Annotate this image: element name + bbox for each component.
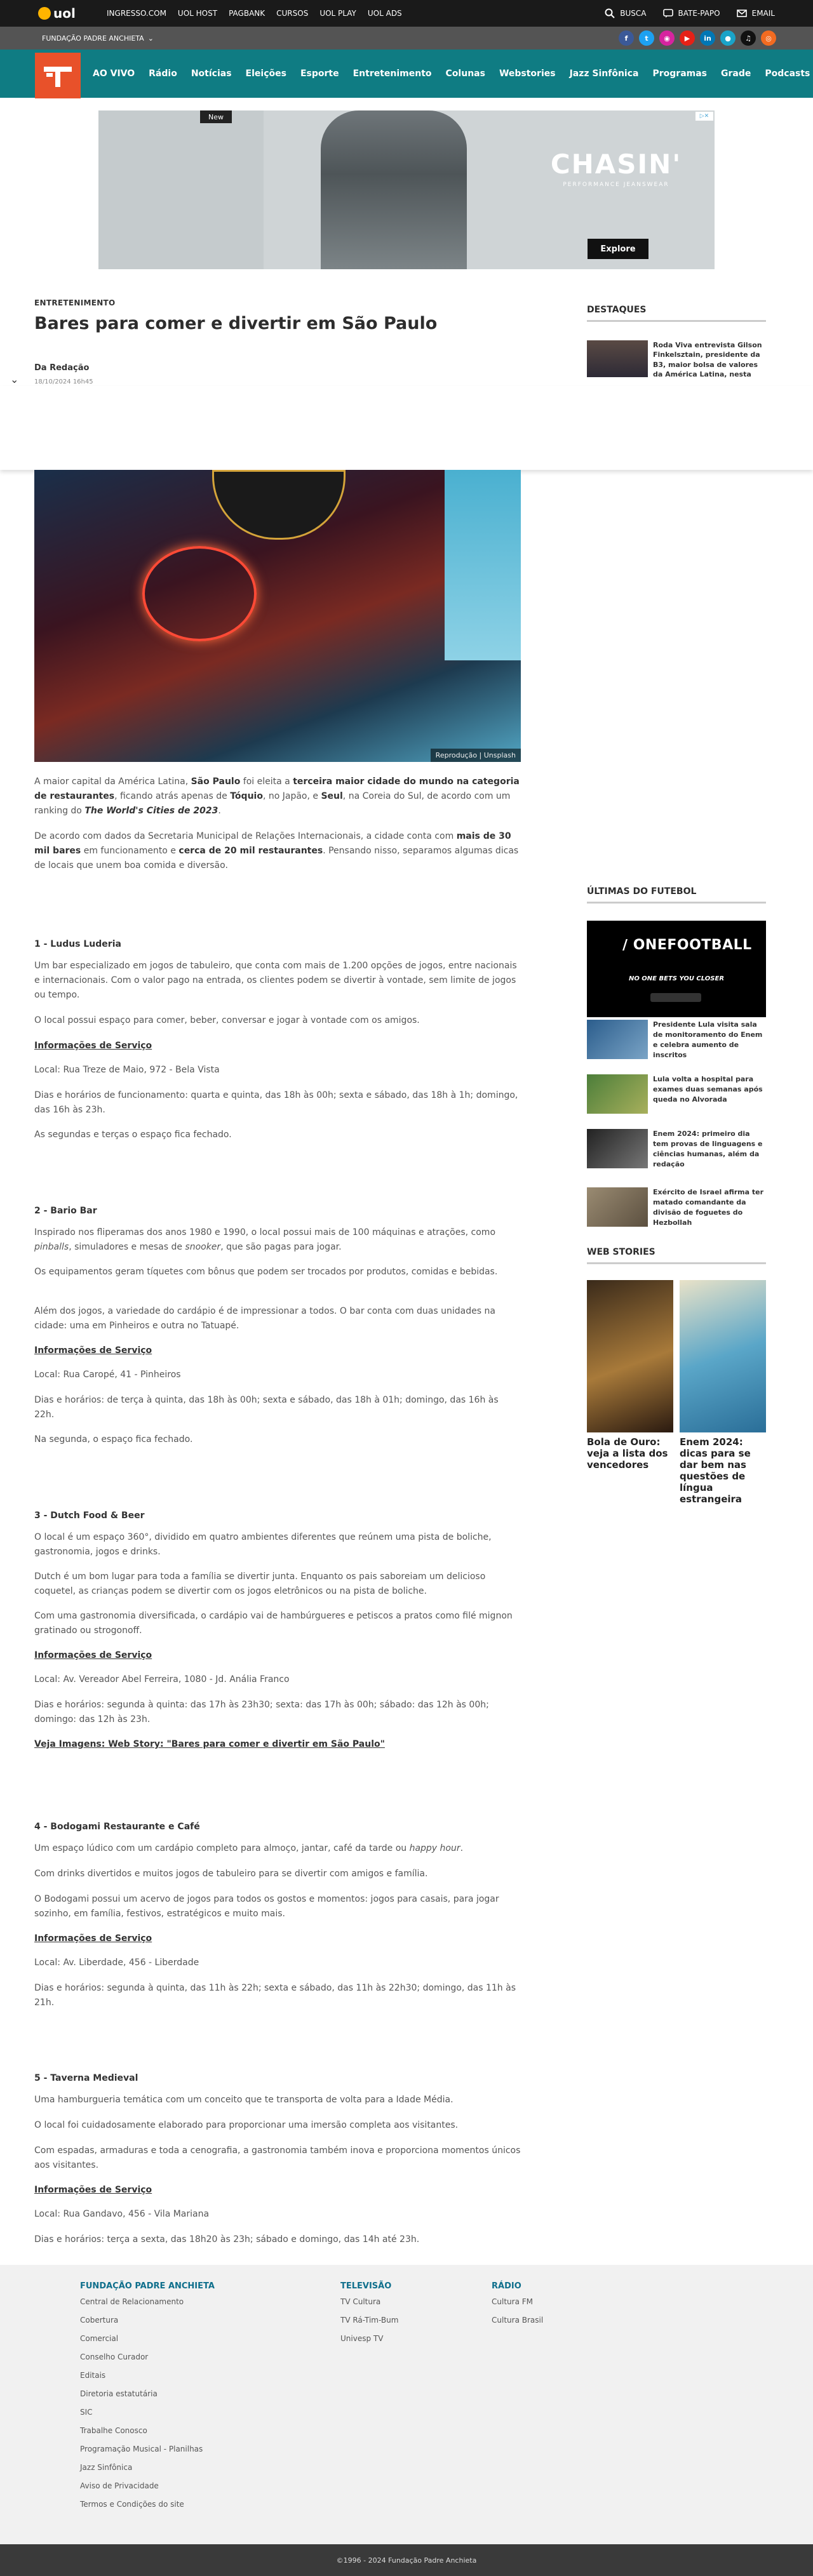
- footer-link[interactable]: Termos e Condições do site: [80, 2500, 184, 2509]
- nav-programas[interactable]: Programas: [652, 69, 708, 79]
- chat-icon: [663, 8, 673, 18]
- ad-left-panel: [98, 110, 264, 269]
- nav-eleicoes[interactable]: Eleições: [245, 69, 286, 79]
- onefootball-widget[interactable]: [587, 921, 766, 1017]
- footer-link[interactable]: Trabalhe Conosco: [80, 2426, 147, 2435]
- nav-entretenimento[interactable]: Entretenimento: [353, 69, 432, 79]
- section-4-p3: O Bodogami possui um acervo de jogos para todos os gostos e momentos: jogos para casais, para jogar sozinho, em família, festivos, estratégicos e muito mais.: [34, 1894, 499, 1919]
- footer-col-title: RÁDIO: [492, 2281, 521, 2291]
- footer-col-title: TELEVISÃO: [340, 2281, 392, 2291]
- webstory-title[interactable]: Enem 2024: dicas para se dar bem nas questões de língua estrangeira: [680, 1436, 751, 1505]
- uol-top-bar: [0, 0, 813, 27]
- news-headline: Lula volta a hospital para exames duas semanas após queda no Alvorada: [653, 1075, 763, 1104]
- onefootball-logo: [622, 937, 752, 953]
- ad-new-badge: New: [200, 110, 232, 123]
- footer-link[interactable]: Univesp TV: [340, 2334, 384, 2343]
- nav-jazz-sinfonica[interactable]: Jazz Sinfônica: [569, 69, 639, 79]
- p1-text: , na Coreia do Sul, de acordo com um ranking do: [34, 791, 511, 817]
- section-5-heading: 5 - Taverna Medieval: [34, 2073, 138, 2083]
- section-3-service-label: Informações de Serviço: [34, 1650, 152, 1660]
- ad-banner[interactable]: [98, 110, 715, 269]
- webstory-title[interactable]: Bola de Ouro: veja a lista dos vencedores: [587, 1436, 668, 1471]
- futebol-heading: ÚLTIMAS DO FUTEBOL: [587, 886, 766, 904]
- section-3-heading: 3 - Dutch Food & Beer: [34, 1511, 145, 1521]
- footer-link[interactable]: Editais: [80, 2371, 106, 2380]
- uol-link-ads[interactable]: UOL ADS: [367, 9, 402, 18]
- facebook-icon[interactable]: f: [619, 30, 634, 46]
- p1-bold-sao-paulo: São Paulo: [191, 777, 241, 787]
- nav-esporte[interactable]: Esporte: [300, 69, 339, 79]
- uol-link-pagbank[interactable]: PAGBANK: [229, 9, 265, 18]
- podcast-icon[interactable]: ◎: [761, 30, 776, 46]
- footer-link[interactable]: Central de Relacionamento: [80, 2297, 184, 2306]
- s4-text: .: [460, 1843, 464, 1853]
- uol-link-cursos[interactable]: CURSOS: [276, 9, 309, 18]
- futebol-news-item[interactable]: [587, 1020, 767, 1060]
- copyright: ©1996 - 2024 Fundação Padre Anchieta: [0, 2544, 813, 2576]
- webstory-image: [587, 1280, 673, 1432]
- s2-text: , simuladores e mesas de: [69, 1242, 185, 1253]
- uol-logo[interactable]: [38, 4, 76, 23]
- nav-grade[interactable]: Grade: [721, 69, 751, 79]
- section-1-note: As segundas e terças o espaço fica fechado.: [34, 1130, 232, 1140]
- p1-text: .: [218, 806, 221, 817]
- footer-link[interactable]: TV Cultura: [340, 2297, 381, 2306]
- p2-text: . Pensando nisso, separamos algumas dicas de locais que unem boa comida e diversão.: [34, 846, 519, 871]
- section-1-local: Local: Rua Treze de Maio, 972 - Bela Vista: [34, 1065, 220, 1075]
- article-hero-image: [34, 470, 521, 762]
- section-2-note: Na segunda, o espaço fica fechado.: [34, 1434, 193, 1445]
- news-thumbnail: [587, 1020, 648, 1059]
- intro-paragraph-2: [34, 829, 521, 873]
- onefootball-tagline: NO ONE BETS YOU CLOSER: [628, 975, 725, 982]
- section-1-p1: Um bar especializado em jogos de tabuleiro, que conta com mais de 1.200 opções de jogos, entre nacionais e internacionais. Com o valor pago na entrada, os clientes podem se divertir à vontade, sem limite de jogos ou tempo.: [34, 961, 517, 1001]
- cultura-logo[interactable]: [35, 53, 81, 98]
- busca-button[interactable]: [605, 8, 646, 18]
- section-2-heading: 2 - Bario Bar: [34, 1206, 97, 1216]
- section-3-local: Local: Av. Vereador Abel Ferreira, 1080 - Jd. Anália Franco: [34, 1674, 290, 1685]
- footer-col-radio: [492, 2281, 543, 2334]
- spotify-icon[interactable]: ●: [720, 30, 736, 46]
- chevron-down-icon: ⌄: [147, 34, 154, 43]
- footer-link[interactable]: Comercial: [80, 2334, 119, 2343]
- news-thumbnail: [587, 1074, 648, 1114]
- chevron-down-icon[interactable]: ⌄: [10, 373, 19, 385]
- bate-papo-button[interactable]: [663, 8, 720, 18]
- s2-italic-pinballs: pinballs: [34, 1242, 69, 1253]
- article-category[interactable]: ENTRETENIMENTO: [34, 298, 116, 307]
- section-3-p1: O local é um espaço 360°, dividido em quatro ambientes diferentes que reúnem uma pista de boliche, gastronomia, jogos e drinks.: [34, 1532, 492, 1558]
- onefootball-logo-text: ONEFOOTBALL: [633, 937, 752, 953]
- section-1-hours: Dias e horários de funcionamento: quarta e quinta, das 18h às 00h; sexta e sábado, das 18h à 1h; domingo, das 16h às 23h.: [34, 1090, 518, 1116]
- footer-link[interactable]: Programação Musical - Planilhas: [80, 2445, 203, 2453]
- webstory-card[interactable]: [680, 1280, 766, 1439]
- p2-bold-bares: mais de 30 mil bares: [34, 831, 511, 857]
- uol-link-play[interactable]: UOL PLAY: [319, 9, 356, 18]
- image-caption: Reprodução | Unsplash: [431, 749, 521, 762]
- footer-link[interactable]: Cultura FM: [492, 2297, 533, 2306]
- section-2-p1: [34, 1225, 521, 1255]
- linkedin-icon[interactable]: in: [700, 30, 715, 46]
- article-author: Da Redação: [34, 363, 90, 373]
- news-headline: Presidente Lula visita sala de monitoramento do Enem e celebra aumento de inscritos: [653, 1020, 763, 1059]
- tiktok-icon[interactable]: ♫: [741, 30, 756, 46]
- twitter-icon[interactable]: t: [639, 30, 654, 46]
- footer: [0, 2265, 813, 2544]
- news-thumbnail: [587, 1187, 648, 1227]
- p2-text: em funcionamento e: [81, 846, 179, 857]
- section-3-p3: Com uma gastronomia diversificada, o cardápio vai de hambúrgueres e petiscos a pratos como filé mignon gratinado ou strogonoff.: [34, 1611, 513, 1636]
- email-button[interactable]: [737, 8, 775, 18]
- section-4-service-label: Informações de Serviço: [34, 1933, 152, 1944]
- ad-close-icon[interactable]: ▷✕: [695, 112, 713, 121]
- p1-bold-ranking: terceira maior cidade do mundo na categoria de restaurantes: [34, 777, 520, 802]
- section-5-local: Local: Rua Gandavo, 456 - Vila Mariana: [34, 2209, 210, 2219]
- section-5-p1: Uma hamburgueria temática com um conceito que te transporta de volta para a Idade Média.: [34, 2095, 454, 2105]
- nav-radio[interactable]: Rádio: [149, 69, 177, 79]
- onefootball-mark-icon: ∕: [622, 937, 628, 953]
- footer-link[interactable]: Aviso de Privacidade: [80, 2481, 159, 2490]
- ad-explore-button[interactable]: Explore: [588, 239, 648, 259]
- section-1-p2: O local possui espaço para comer, beber, conversar e jogar à vontade com os amigos.: [34, 1015, 420, 1025]
- uol-right-actions: [605, 0, 775, 27]
- section-2-p3: Além dos jogos, a variedade do cardápio é de impressionar a todos. O bar conta com duas unidades na cidade: uma em Pinheiros e outra no Tatuapé.: [34, 1306, 495, 1331]
- email-label: EMAIL: [751, 9, 775, 18]
- s4-italic-happy-hour: happy hour: [409, 1843, 460, 1853]
- webstory-card[interactable]: [587, 1280, 673, 1439]
- p1-text: , no Japão, e: [262, 791, 321, 802]
- ad-subtitle: PERFORMANCE JEANSWEAR: [563, 182, 669, 188]
- p1-bold-toquio: Tóquio: [230, 791, 263, 802]
- p1-text: foi eleita a: [240, 777, 293, 787]
- ad-brand: CHASIN': [550, 149, 682, 180]
- section-3-hours: Dias e horários: segunda à quinta: das 17h às 23h30; sexta: das 17h às 00h; sábado: das 12h às 00h; domingo: das 12h às 23h.: [34, 1700, 489, 1725]
- news-headline: Exército de Israel afirma ter matado comandante da divisão de foguetes do Hezbollah: [653, 1188, 764, 1227]
- mail-icon: [737, 8, 747, 18]
- nav-noticias[interactable]: Notícias: [191, 69, 232, 79]
- fpa-dropdown[interactable]: [42, 27, 154, 50]
- p1-text: A maior capital da América Latina,: [34, 777, 191, 787]
- nav-webstories[interactable]: Webstories: [499, 69, 556, 79]
- app-store-badges[interactable]: [650, 993, 701, 1002]
- destaques-heading: DESTAQUES: [587, 305, 766, 322]
- s2-text: Inspirado nos fliperamas dos anos 1980 e 1990, o local possui mais de 100 máquinas e atrações, como: [34, 1227, 496, 1238]
- section-4-p2: Com drinks divertidos e muitos jogos de tabuleiro para se divertir com amigos e família.: [34, 1869, 428, 1879]
- ad-model-image: [321, 110, 467, 269]
- hero-sky: [445, 470, 521, 660]
- section-4-p1: [34, 1841, 521, 1856]
- section-4-hours: Dias e horários: segunda à quinta, das 11h às 22h; sexta e sábado, das 11h às 22h30; domingo, das 11h às 21h.: [34, 1983, 516, 2008]
- section-1-heading: 1 - Ludus Luderia: [34, 939, 121, 949]
- uol-logo-text: uol: [53, 6, 76, 21]
- bate-papo-label: BATE-PAPO: [678, 9, 720, 18]
- footer-link[interactable]: TV Rá-Tim-Bum: [340, 2316, 399, 2325]
- nav-items: [93, 50, 810, 98]
- footer-link[interactable]: Jazz Sinfônica: [80, 2463, 133, 2472]
- search-icon: [605, 8, 615, 18]
- p1-bold-seul: Seul: [321, 791, 343, 802]
- section-5-p3: Com espadas, armaduras e toda a cenografia, a gastronomia também inova e proporciona momentos únicos aos visitantes.: [34, 2146, 521, 2171]
- nav-podcasts[interactable]: Podcasts: [765, 69, 810, 79]
- section-2-p2: Os equipamentos geram tíquetes com bônus que podem ser trocados por produtos, comidas e bebidas.: [34, 1267, 498, 1277]
- futebol-news-item[interactable]: [587, 1187, 767, 1228]
- instagram-icon[interactable]: ◉: [659, 30, 675, 46]
- webstory-image: [680, 1280, 766, 1432]
- hero-neon-sign: [142, 546, 257, 641]
- footer-col-tv: [340, 2281, 398, 2352]
- destaque-thumbnail[interactable]: [587, 340, 648, 377]
- section-4-heading: 4 - Bodogami Restaurante e Café: [34, 1822, 200, 1832]
- uol-link-ingresso[interactable]: INGRESSO.COM: [107, 9, 166, 18]
- article-date: 18/10/2024 16h45: [34, 378, 93, 385]
- footer-col-title: FUNDAÇÃO PADRE ANCHIETA: [80, 2281, 215, 2291]
- busca-label: BUSCA: [620, 9, 647, 18]
- p1-text: , ficando atrás apenas de: [114, 791, 231, 802]
- main-nav: [0, 50, 813, 98]
- webstories-heading: WEB STORIES: [587, 1247, 766, 1264]
- footer-link[interactable]: Cultura Brasil: [492, 2316, 544, 2325]
- news-headline: Enem 2024: primeiro dia tem provas de linguagens e ciências humanas, além da redação: [653, 1130, 763, 1168]
- fpa-bar: [0, 27, 813, 50]
- s4-text: Um espaço lúdico com um cardápio completo para almoço, jantar, café da tarde ou: [34, 1843, 410, 1853]
- section-2-hours: Dias e horários: de terça à quinta, das 18h às 00h; sexta e sábado, das 18h à 01h; domingo, das 16h às 22h.: [34, 1395, 499, 1420]
- youtube-icon[interactable]: ▶: [680, 30, 695, 46]
- uol-link-host[interactable]: UOL HOST: [177, 9, 218, 18]
- p1-source: The World's Cities de 2023: [84, 806, 218, 817]
- intro-paragraph-1: [34, 775, 521, 818]
- section-5-p2: O local foi cuidadosamente elaborado para proporcionar uma imersão completa aos visitantes.: [34, 2120, 459, 2130]
- s2-italic-snooker: snooker: [185, 1242, 221, 1253]
- p2-text: De acordo com dados da Secretaria Municipal de Relações Internacionais, a cidade conta com: [34, 831, 457, 841]
- footer-link[interactable]: Conselho Curador: [80, 2352, 149, 2361]
- social-links: [619, 30, 776, 46]
- section-5-hours: Dias e horários: terça a sexta, das 18h20 às 23h; sábado e domingo, das 14h até 23h.: [34, 2234, 420, 2245]
- news-thumbnail: [587, 1129, 648, 1168]
- web-story-link[interactable]: Veja Imagens: Web Story: "Bares para comer e divertir em São Paulo": [34, 1739, 385, 1749]
- section-2-service-label: Informações de Serviço: [34, 1345, 152, 1356]
- section-2-local: Local: Rua Caropé, 41 - Pinheiros: [34, 1370, 181, 1380]
- nav-colunas[interactable]: Colunas: [445, 69, 485, 79]
- fpa-label: FUNDAÇÃO PADRE ANCHIETA: [42, 34, 144, 43]
- cultura-logo-icon: [44, 62, 72, 90]
- destaque-headline[interactable]: Roda Viva entrevista Gilson Finkelsztain, presidente da B3, maior bolsa de valores da América Latina, nesta: [653, 341, 762, 379]
- section-3-p2: Dutch é um bom lugar para toda a família se divertir junta. Enquanto os pais saboreiam um delicioso coquetel, as crianças podem se divertir com os jogos eletrônicos ou na pista de boliche.: [34, 1572, 486, 1597]
- footer-link[interactable]: Cobertura: [80, 2316, 119, 2325]
- uol-logo-dot-icon: [38, 7, 51, 20]
- hero-pub-sign: [212, 470, 346, 540]
- footer-link[interactable]: Diretoria estatutária: [80, 2389, 158, 2398]
- futebol-news-item[interactable]: [587, 1074, 767, 1115]
- section-5-service-label: Informações de Serviço: [34, 2185, 152, 2195]
- nav-ao-vivo[interactable]: AO VIVO: [93, 69, 135, 79]
- article-title: Bares para comer e divertir em São Paulo: [34, 314, 438, 333]
- section-4-local: Local: Av. Liberdade, 456 - Liberdade: [34, 1958, 199, 1968]
- s2-text: , que são pagas para jogar.: [220, 1242, 342, 1253]
- footer-link[interactable]: SIC: [80, 2408, 93, 2417]
- sticky-header-band: [0, 386, 813, 470]
- footer-col-fpa: [80, 2281, 215, 2518]
- futebol-news-item[interactable]: [587, 1129, 767, 1170]
- section-1-service-label: Informações de Serviço: [34, 1041, 152, 1051]
- p2-bold-restaurantes: cerca de 20 mil restaurantes: [178, 846, 323, 857]
- uol-links: [107, 0, 402, 27]
